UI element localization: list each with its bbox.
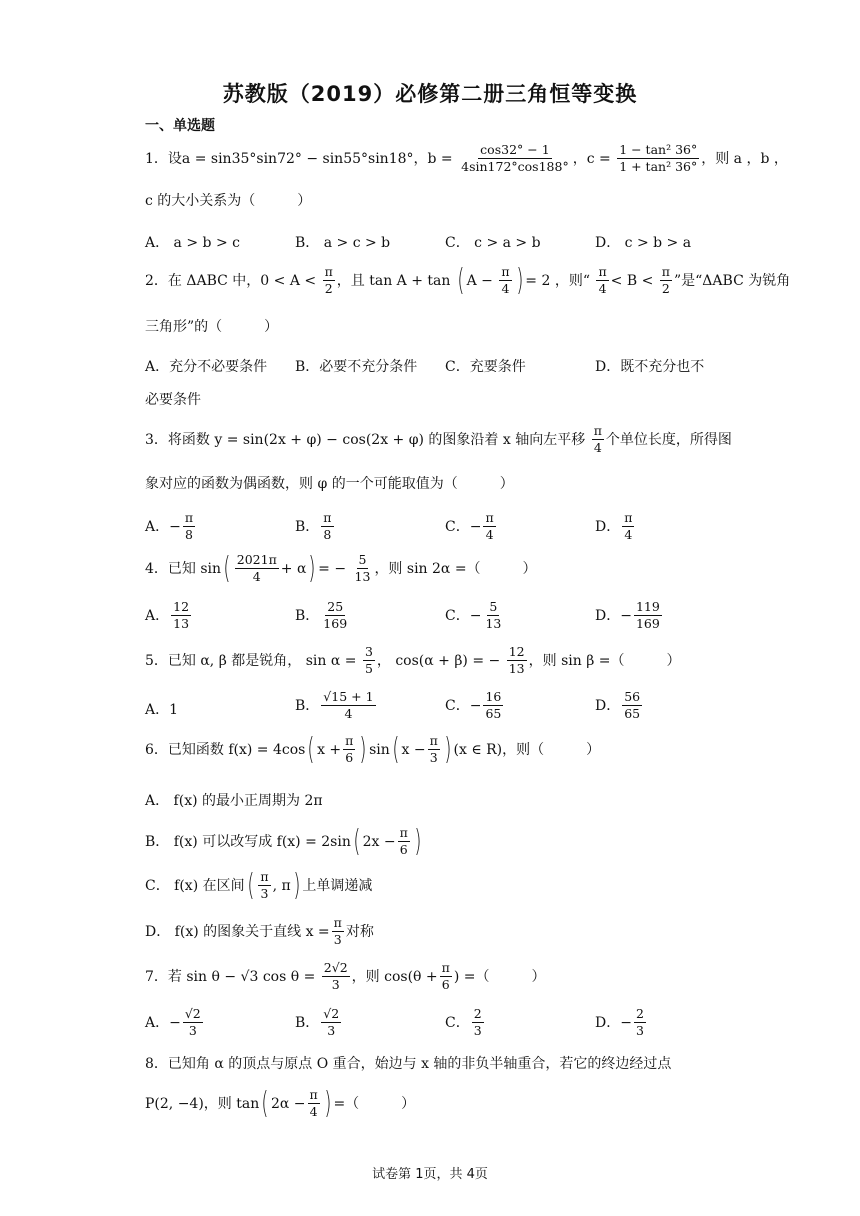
q6-option-a[interactable]: A． f(x) 的最小正周期为 2π	[145, 793, 323, 809]
q3-part1: 3．将函数 y = sin(2x + φ) − cos(2x + φ) 的图象沿着 x 轴向左平移	[145, 431, 586, 448]
question-7	[145, 961, 546, 993]
q4-frac-5-13: $\frac{5}{13}$	[354, 552, 371, 585]
q5-part1: 5．已知 α, β 都是锐角， sin α =	[145, 652, 357, 669]
q4-option-a[interactable]: A． $\frac{12}{13}$	[145, 599, 190, 632]
paren-right: )	[414, 823, 422, 859]
paren-left: (	[223, 550, 231, 586]
q5-option-d[interactable]: D． $\frac{56}{65}$	[595, 689, 641, 722]
q5-frac-12-13: $\frac{12}{13}$	[508, 644, 525, 677]
question-3	[145, 424, 732, 456]
q7-b-frac: $\frac{√2}{3}$	[323, 1006, 340, 1039]
paren-right: )	[515, 262, 523, 298]
q1-line2: c 的大小关系为（ ）	[145, 193, 312, 209]
q5-option-c[interactable]: C．− $\frac{16}{65}$	[445, 689, 502, 722]
q2-option-d-cont: 必要条件	[145, 392, 201, 408]
paren-left: (	[307, 731, 315, 767]
page-footer: 试卷第 1页，共 4页	[372, 1167, 488, 1182]
q5-part3: ，则 sin β =（ ）	[528, 652, 681, 669]
q7-part3: ) =（ ）	[453, 968, 546, 985]
paren-left: (	[261, 1085, 269, 1121]
q2-line2: 三角形”的（ ）	[145, 319, 279, 335]
q3-option-a[interactable]: A．− $\frac{\pi}{8}$	[145, 510, 194, 543]
paren-right: )	[444, 731, 452, 767]
section-heading: 一、单选题	[145, 118, 215, 134]
q7-d-frac: $\frac{2}{3}$	[635, 1006, 644, 1039]
q5-frac-3-5: $\frac{3}{5}$	[364, 644, 373, 677]
q2-option-a[interactable]: A．充分不必要条件	[145, 359, 268, 375]
question-2	[145, 262, 791, 298]
q2-part5: < B <	[610, 272, 654, 289]
q6-x-plus: x +	[317, 741, 342, 758]
q3-frac-pi-4: $\frac{\pi}{4}$	[593, 423, 602, 456]
q3-part2: 个单位长度，所得图	[605, 431, 732, 448]
q4-b-frac: $\frac{25}{169}$	[323, 599, 348, 632]
q4-part2: + α	[280, 560, 307, 577]
q7-option-c[interactable]: C． $\frac{2}{3}$	[445, 1006, 482, 1039]
q5-b-frac: $\frac{√15 + 1}{4}$	[323, 689, 374, 722]
question-4	[145, 550, 537, 586]
q2-frac-pi-2b: $\frac{\pi}{2}$	[661, 264, 670, 297]
q1-c-lhs: ，c =	[572, 150, 611, 167]
paren-left: (	[353, 823, 361, 859]
q1-c-fraction: $\frac{\text{1 − tan² 36°}}{\text{1 + tan² 36°}}$	[619, 142, 698, 175]
q1-option-c[interactable]: C． c > a > b	[445, 235, 541, 251]
q1-b-fraction: $\frac{\cos 32^\circ - 1}{4\sin 172^\circ\cos 188^\circ}$	[461, 142, 569, 175]
q1-prefix: 1．设	[145, 150, 182, 167]
q3-d-frac: $\frac{\pi}{4}$	[624, 510, 633, 543]
paren-right: )	[324, 1085, 332, 1121]
q4-frac: $\frac{2021\pi}{4}$	[236, 552, 277, 585]
q6-option-c[interactable]: C． f(x) 在区间( $\frac{\pi}{3}$ , π) 上单调递减	[145, 867, 373, 903]
q4-a-frac: $\frac{12}{13}$	[173, 599, 190, 632]
q1-suffix: ，则 a ，b ，	[701, 150, 788, 167]
q4-option-c[interactable]: C．− $\frac{5}{13}$	[445, 599, 502, 632]
q2-part4: = 2 ，则“	[525, 272, 590, 289]
q4-option-d[interactable]: D．− $\frac{119}{169}$	[595, 599, 660, 632]
q1-b-lhs: ，b =	[413, 150, 453, 167]
q4-d-frac: $\frac{119}{169}$	[635, 599, 660, 632]
q6-option-d[interactable]: D． f(x) 的图象关于直线 x = $\frac{\pi}{3}$ 对称	[145, 915, 374, 948]
question-6	[145, 731, 601, 767]
paren-left: (	[457, 262, 465, 298]
question-8: 8．已知角 α 的顶点与原点 O 重合，始边与 x 轴的非负半轴重合，若它的终边经过点	[145, 1056, 672, 1072]
q5-d-frac: $\frac{56}{65}$	[624, 689, 641, 722]
page-title: 苏教版（2019）必修第二册三角恒等变换	[222, 82, 638, 106]
q4-part3: = −	[318, 560, 347, 577]
paren-right: )	[308, 550, 316, 586]
q2-frac-pi-2: $\frac{\pi}{2}$	[324, 264, 333, 297]
q5-option-b[interactable]: B． $\frac{√15 + 1}{4}$	[295, 689, 374, 722]
q7-option-a[interactable]: A．− $\frac{√2}{3}$	[145, 1006, 201, 1039]
q7-part1: 7．若 sin θ − √3 cos θ =	[145, 968, 316, 985]
q4-part1: 4．已知 sin	[145, 560, 222, 577]
q7-option-b[interactable]: B． $\frac{√2}{3}$	[295, 1006, 340, 1039]
q8-line2: P(2, −4)，则 tan( 2α − $\frac{\pi}{4}$ ) =（ ）	[145, 1085, 416, 1121]
q5-part2: ， cos(α + β) = −	[376, 652, 501, 669]
q3-option-b[interactable]: B． $\frac{\pi}{8}$	[295, 510, 332, 543]
q7-frac: $\frac{2√2}{3}$	[323, 960, 348, 993]
q2-frac-pi-4b: $\frac{\pi}{4}$	[598, 264, 607, 297]
q7-frac-pi-6: $\frac{\pi}{6}$	[441, 960, 450, 993]
q5-c-frac: $\frac{16}{65}$	[485, 689, 502, 722]
q6-option-b[interactable]: B． f(x) 可以改写成 f(x) = 2sin( 2x − $\frac{\pi}{6}$ )	[145, 823, 422, 859]
q3-option-d[interactable]: D． $\frac{\pi}{4}$	[595, 510, 633, 543]
q2-part3: A −	[466, 272, 493, 289]
paren-left: (	[392, 731, 400, 767]
q4-part4: ，则 sin 2α =（ ）	[374, 560, 537, 577]
paren-right: )	[293, 867, 301, 903]
q3-b-frac: $\frac{\pi}{8}$	[323, 510, 332, 543]
q4-c-frac: $\frac{5}{13}$	[485, 599, 502, 632]
q7-part2: ，则 cos(θ +	[351, 968, 438, 985]
q2-option-d[interactable]: D．既不充分也不	[595, 359, 705, 375]
q3-line2: 象对应的函数为偶函数，则 φ 的一个可能取值为（ ）	[145, 476, 514, 492]
q6-frac-pi-6: $\frac{\pi}{6}$	[345, 733, 354, 766]
q6-part2: (x ∈ R)，则（ ）	[453, 741, 601, 758]
paren-left: (	[246, 867, 254, 903]
q7-option-d[interactable]: D．− $\frac{2}{3}$	[595, 1006, 644, 1039]
q6-sin: sin	[369, 741, 390, 758]
q1-option-d[interactable]: D． c > b > a	[595, 235, 692, 251]
q2-part2: ，且 tan A + tan	[336, 272, 451, 289]
q3-a-frac: $\frac{\pi}{8}$	[184, 510, 194, 543]
question-1	[145, 143, 788, 175]
q2-option-b[interactable]: B．必要不充分条件	[295, 359, 418, 375]
q3-c-frac: $\frac{\pi}{4}$	[485, 510, 494, 543]
q2-part6: ”是“ΔABC 为锐角	[673, 272, 791, 289]
q1-option-a[interactable]: A． a > b > c	[145, 235, 240, 251]
q7-c-frac: $\frac{2}{3}$	[473, 1006, 482, 1039]
q4-option-b[interactable]: B． $\frac{25}{169}$	[295, 599, 348, 632]
q2-part1: 2．在 ΔABC 中，0 < A <	[145, 272, 317, 289]
question-5	[145, 645, 680, 677]
q6-b-frac: $\frac{\pi}{6}$	[399, 825, 408, 858]
q2-frac-pi-4: $\frac{\pi}{4}$	[501, 264, 510, 297]
q6-x-minus: x −	[401, 741, 426, 758]
q3-option-c[interactable]: C．− $\frac{\pi}{4}$	[445, 510, 494, 543]
q7-a-frac: $\frac{√2}{3}$	[184, 1006, 201, 1039]
q8-frac: $\frac{\pi}{4}$	[309, 1087, 318, 1120]
q6-d-frac: $\frac{\pi}{3}$	[333, 915, 342, 948]
q2-option-c[interactable]: C．充要条件	[445, 359, 526, 375]
paren-right: )	[359, 731, 367, 767]
q6-c-frac: $\frac{\pi}{3}$	[260, 869, 269, 902]
q1-option-b[interactable]: B． a > c > b	[295, 235, 391, 251]
q5-option-a[interactable]: A．1	[145, 702, 179, 718]
q6-part1: 6．已知函数 f(x) = 4cos	[145, 741, 306, 758]
q6-frac-pi-3: $\frac{\pi}{3}$	[429, 733, 438, 766]
q1-a-expr: a = sin35°sin72° − sin55°sin18°	[181, 150, 414, 167]
